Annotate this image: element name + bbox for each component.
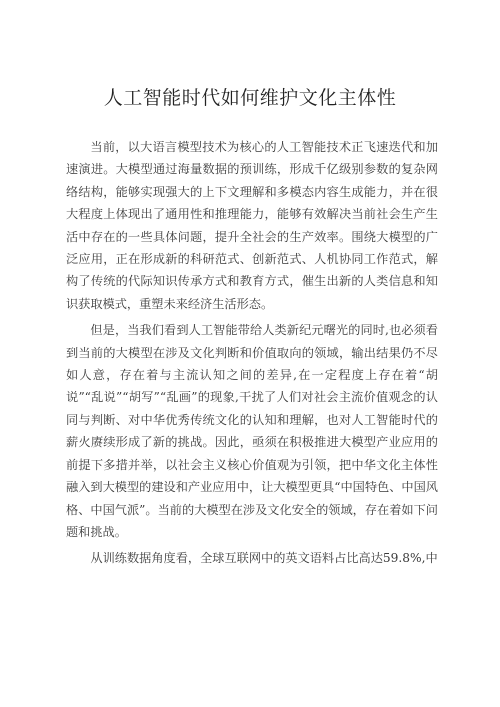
paragraph: 从训练数据角度看，全球互联网中的英文语料占比高达59.8%,中 [90,551,438,566]
document-body [66,136,438,574]
paragraph: 但是，当我们看到人工智能带给人类新纪元曙光的同时,也必须看到当前的大模型在涉及文化判断和价值取向的领域，输出结果仍不尽如人意，存在着与主流认知之间的差异,在一定程度上存在着“胡说”“乱说”“胡写”“乱画”的现象,干扰了人们对社会主流价值观念的认同与判断、对中华优秀传统文化的认知和理解，也对人工智能时代的薪火赓续形成了新的挑战。因此，亟须在积极推进大模型产业应用的前提下多措并举，以社会主义核心价值观为引领，把中华文化主体性融入到大模型的建设和产业应用中，让大模型更具“中国特色、中国风格、中国气派”。当前的大模型在涉及文化安全的领域，存在着如下问题和挑战。 [66,323,438,539]
paragraph: 当前，以大语言模型技术为核心的人工智能技术正飞速迭代和加速演进。大模型通过海量数据的预训练，形成千亿级别参数的复杂网络结构，能够实现强大的上下文理解和多模态内容生成能力，并在很大程度上体现出了通用性和推理能力，能够有效解决当前社会生产生活中存在的一些具体问题，提升全社会的生产效率。围绕大模型的广泛应用，正在形成新的科研范式、创新范式、人机协同工作范式，解构了传统的代际知识传承方式和教育方式，催生出新的人类信息和知识获取模式，重塑未来经济生活形态。 [66,140,438,311]
document-title: 人工智能时代如何维护文化主体性 [103,87,397,109]
